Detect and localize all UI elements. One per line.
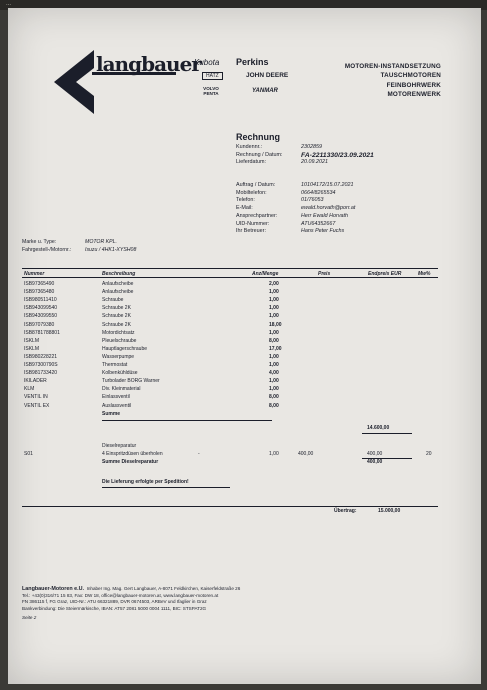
table-row [22,362,442,369]
logo-wordmark: langbauer [96,52,201,76]
meta-value: 20.09.2021 [301,159,328,166]
brand-yanmar: YANMAR [252,88,278,94]
service-quantity: 1,00 [269,450,279,457]
footer-bank: Bankverbindung: Die Steiermärkische, IBAN: AT57 2081 5000 0004 1111, BIC: STSPAT2G [22,605,207,611]
item-number: ISB97365480 [24,289,55,296]
table-row [22,354,442,361]
vehicle-value: MOTOR KPL. [85,239,117,245]
meta-row [236,190,355,198]
meta-row [236,182,355,190]
brand-volvo-penta: VOLVO PENTA [203,86,219,96]
item-quantity: 8,00 [269,402,279,409]
service-row [22,451,442,458]
table-row [22,370,442,377]
item-number: ISKLM [24,337,40,344]
item-description: Turbolader BORG Warner [102,378,160,385]
item-description: Kolbenkühldüse [102,370,138,377]
subtotal-value: 14.600,00 [367,424,390,431]
table-row [22,297,442,304]
item-description: Schraube [102,297,124,304]
table-row [22,330,442,337]
meta-label: UID-Nummer: [236,220,270,227]
item-quantity: 1,00 [269,378,279,385]
item-description: Motordichtsatz [102,329,135,336]
item-description: Pleuelschraube [102,337,137,344]
meta-row [236,152,374,160]
meta-row [236,221,355,229]
meta-value: ATU64352667 [301,220,336,227]
vehicle-info [22,238,136,254]
item-description: Wasserpumpe [102,353,135,360]
brand-john-deere: JOHN DEERE [246,72,289,79]
meta-label: Telefon: [236,197,255,204]
meta-value: Herr Ewald Horvath [301,212,349,219]
item-number: ISB97365490 [24,281,55,287]
item-number: ISB980228221 [24,353,58,360]
table-row [22,338,442,345]
footer-registry: FN 386115 f, FG Graz, UID-Nr.: ATU 66321889, DVR 0674503, ARBeV und Ifaglier in Graz [22,599,207,605]
item-quantity: 1,00 [269,313,279,320]
table-row [22,322,442,329]
col-endpreis: Endpreis EUR [368,271,402,277]
table-row [22,394,442,401]
delivery-note: Die Lieferung erfolgte per Spedition! [102,478,189,485]
service-line: FEINBOHRWERK [386,81,441,89]
table-row [22,346,442,353]
service-sum-label: Summe Dieselreparatur [102,458,159,465]
item-number: ISB981733420 [24,370,58,377]
meta-row [236,159,374,167]
col-mwst: Mw% [418,271,431,277]
service-vat: 20 [426,450,432,457]
meta-label: Mobiltelefon: [236,189,267,196]
order-meta [236,182,355,236]
table-header [22,268,438,278]
table-row [22,305,442,312]
table-row [22,289,442,296]
subtotal-row [22,411,442,418]
meta-row [236,228,355,236]
service-line: TAUSCHMOTOREN [380,72,441,80]
item-quantity: 1,00 [269,329,279,336]
item-description: Schraube 2K [102,313,131,320]
item-quantity: 1,00 [269,353,279,360]
brand-hatz: HATZ [202,72,223,80]
meta-row [236,213,355,221]
vehicle-label: Marke u. Type: [22,239,57,245]
meta-value: Hans Peter Fuchs [301,228,345,235]
item-number: ISKLM [24,345,40,352]
carryover-value: 15.000,00 [378,507,401,514]
item-number: ISB943099540 [24,305,58,312]
table-row [22,403,442,410]
service-total: 400,00 [367,450,383,457]
item-description: Anlaufscheibe [102,289,134,296]
item-description: Hauptlagerschraube [102,345,148,352]
item-number: ISB8781788801 [24,329,60,336]
item-description: Anlaufscheibe [102,281,134,287]
item-number: ISB97079380 [24,321,55,328]
table-row [22,313,442,320]
subtotal-value-rule [362,433,412,434]
carryover-label: Übertrag: [334,507,357,514]
meta-value: FA-2211330/23.09.2021 [301,151,374,159]
service-description: 4 Einspritzdüsen überholen [102,450,163,457]
col-preis: Preis [318,271,331,277]
meta-label: E-Mail: [236,205,253,212]
item-description: Einlassventil [102,394,130,401]
item-number: KLM [24,386,35,393]
meta-label: Rechnung / Datum: [236,151,283,158]
service-line: MOTORENWERK [387,90,441,98]
top-strip: ... [0,0,487,10]
item-number: ISB980511410 [24,297,57,304]
item-quantity: 2,00 [269,281,279,287]
service-sum-row [22,459,442,466]
invoice-page [8,8,481,684]
col-beschreibung: Beschreibung [102,271,136,277]
meta-label: Kundennr.: [236,144,263,150]
service-sum-value: 400,00 [367,458,383,465]
item-quantity: 17,00 [269,345,282,352]
item-number: VENTIL EX [24,402,50,409]
brand-perkins: Perkins [236,57,269,67]
item-number: ISB943099550 [24,313,58,320]
vehicle-label: Fahrgestell-/Motornr.: [22,247,72,253]
meta-label: Auftrag / Datum: [236,182,276,188]
company-services [345,62,441,99]
col-menge: Anz/Menge [252,271,279,277]
item-description: Thermostat [102,362,128,368]
item-description: Schraube 2K [102,321,131,328]
document-title: Rechnung [236,132,280,142]
meta-row [236,144,374,152]
subtotal-value-row [22,425,442,432]
item-quantity: 4,00 [269,370,279,377]
service-dash: - [198,450,200,457]
col-nummer: Nummer [24,271,45,277]
service-title-row [22,443,442,450]
footer [22,586,240,622]
table-row [22,386,442,393]
meta-value: 2302859 [301,144,322,150]
item-quantity: 1,00 [269,297,279,304]
table-row [22,281,442,288]
subtotal-rule [102,420,272,421]
meta-value: 0664/8265534 [301,189,336,196]
meta-label: Ihr Betreuer: [236,228,266,235]
table-row [22,378,442,385]
service-rule [362,458,412,459]
carryover-row [22,508,442,515]
item-quantity: 1,00 [269,305,279,312]
item-quantity: 1,00 [269,386,279,393]
meta-label: Ansprechpartner: [236,212,278,219]
footer-contact: Tel.: +43(0)316/71 15 83, Fax: DW 18, office@langbauer-motoren.at, www.langbauer-motoren.at [22,592,219,598]
vehicle-value: Isuzu / 4HK1-XYSH08 [85,247,137,253]
item-number: VENTIL IN [24,394,48,401]
page-number: Seite 2 [22,615,37,621]
brand-kubota: Kubota [194,58,220,67]
meta-value: 10104172/15.07.2021 [301,182,354,188]
footer-firm: Langbauer-Motoren e.U. [22,586,84,592]
item-quantity: 8,00 [269,337,279,344]
meta-value: ewald.horvath@porr.at [301,205,356,212]
footer-owner: Inhaber Ing. Mag. Gert Langbauer, A-8071 Feldkirchen, Kaiserfeldstraße 26 [86,586,241,591]
meta-label: Lieferdatum: [236,159,266,166]
item-number: IKILADER [24,378,47,385]
meta-row [236,197,355,205]
invoice-meta [236,144,374,167]
item-quantity: 1,00 [269,289,279,296]
item-quantity: 1,00 [269,362,279,368]
item-number: ISB97300790S [24,362,58,368]
item-description: Schraube 2K [102,305,131,312]
service-title: Dieselreparatur [102,442,137,449]
vehicle-row [22,238,136,246]
delivery-row [22,479,442,486]
item-quantity: 8,00 [269,394,279,401]
carryover-rule [22,506,438,507]
item-description: Div. Kleinmaterial [102,386,141,393]
service-line: MOTOREN-INSTANDSETZUNG [344,63,441,70]
meta-row [236,205,355,213]
service-price: 400,00 [298,450,314,457]
subtotal-label: Summe [102,410,121,417]
meta-value: 01/76053 [301,197,324,204]
service-number: S01 [24,450,33,457]
item-description: Auslassventil [102,402,132,409]
delivery-rule [102,487,230,488]
company-logo [48,44,201,126]
vehicle-row [22,246,136,254]
item-quantity: 18,00 [269,321,282,328]
